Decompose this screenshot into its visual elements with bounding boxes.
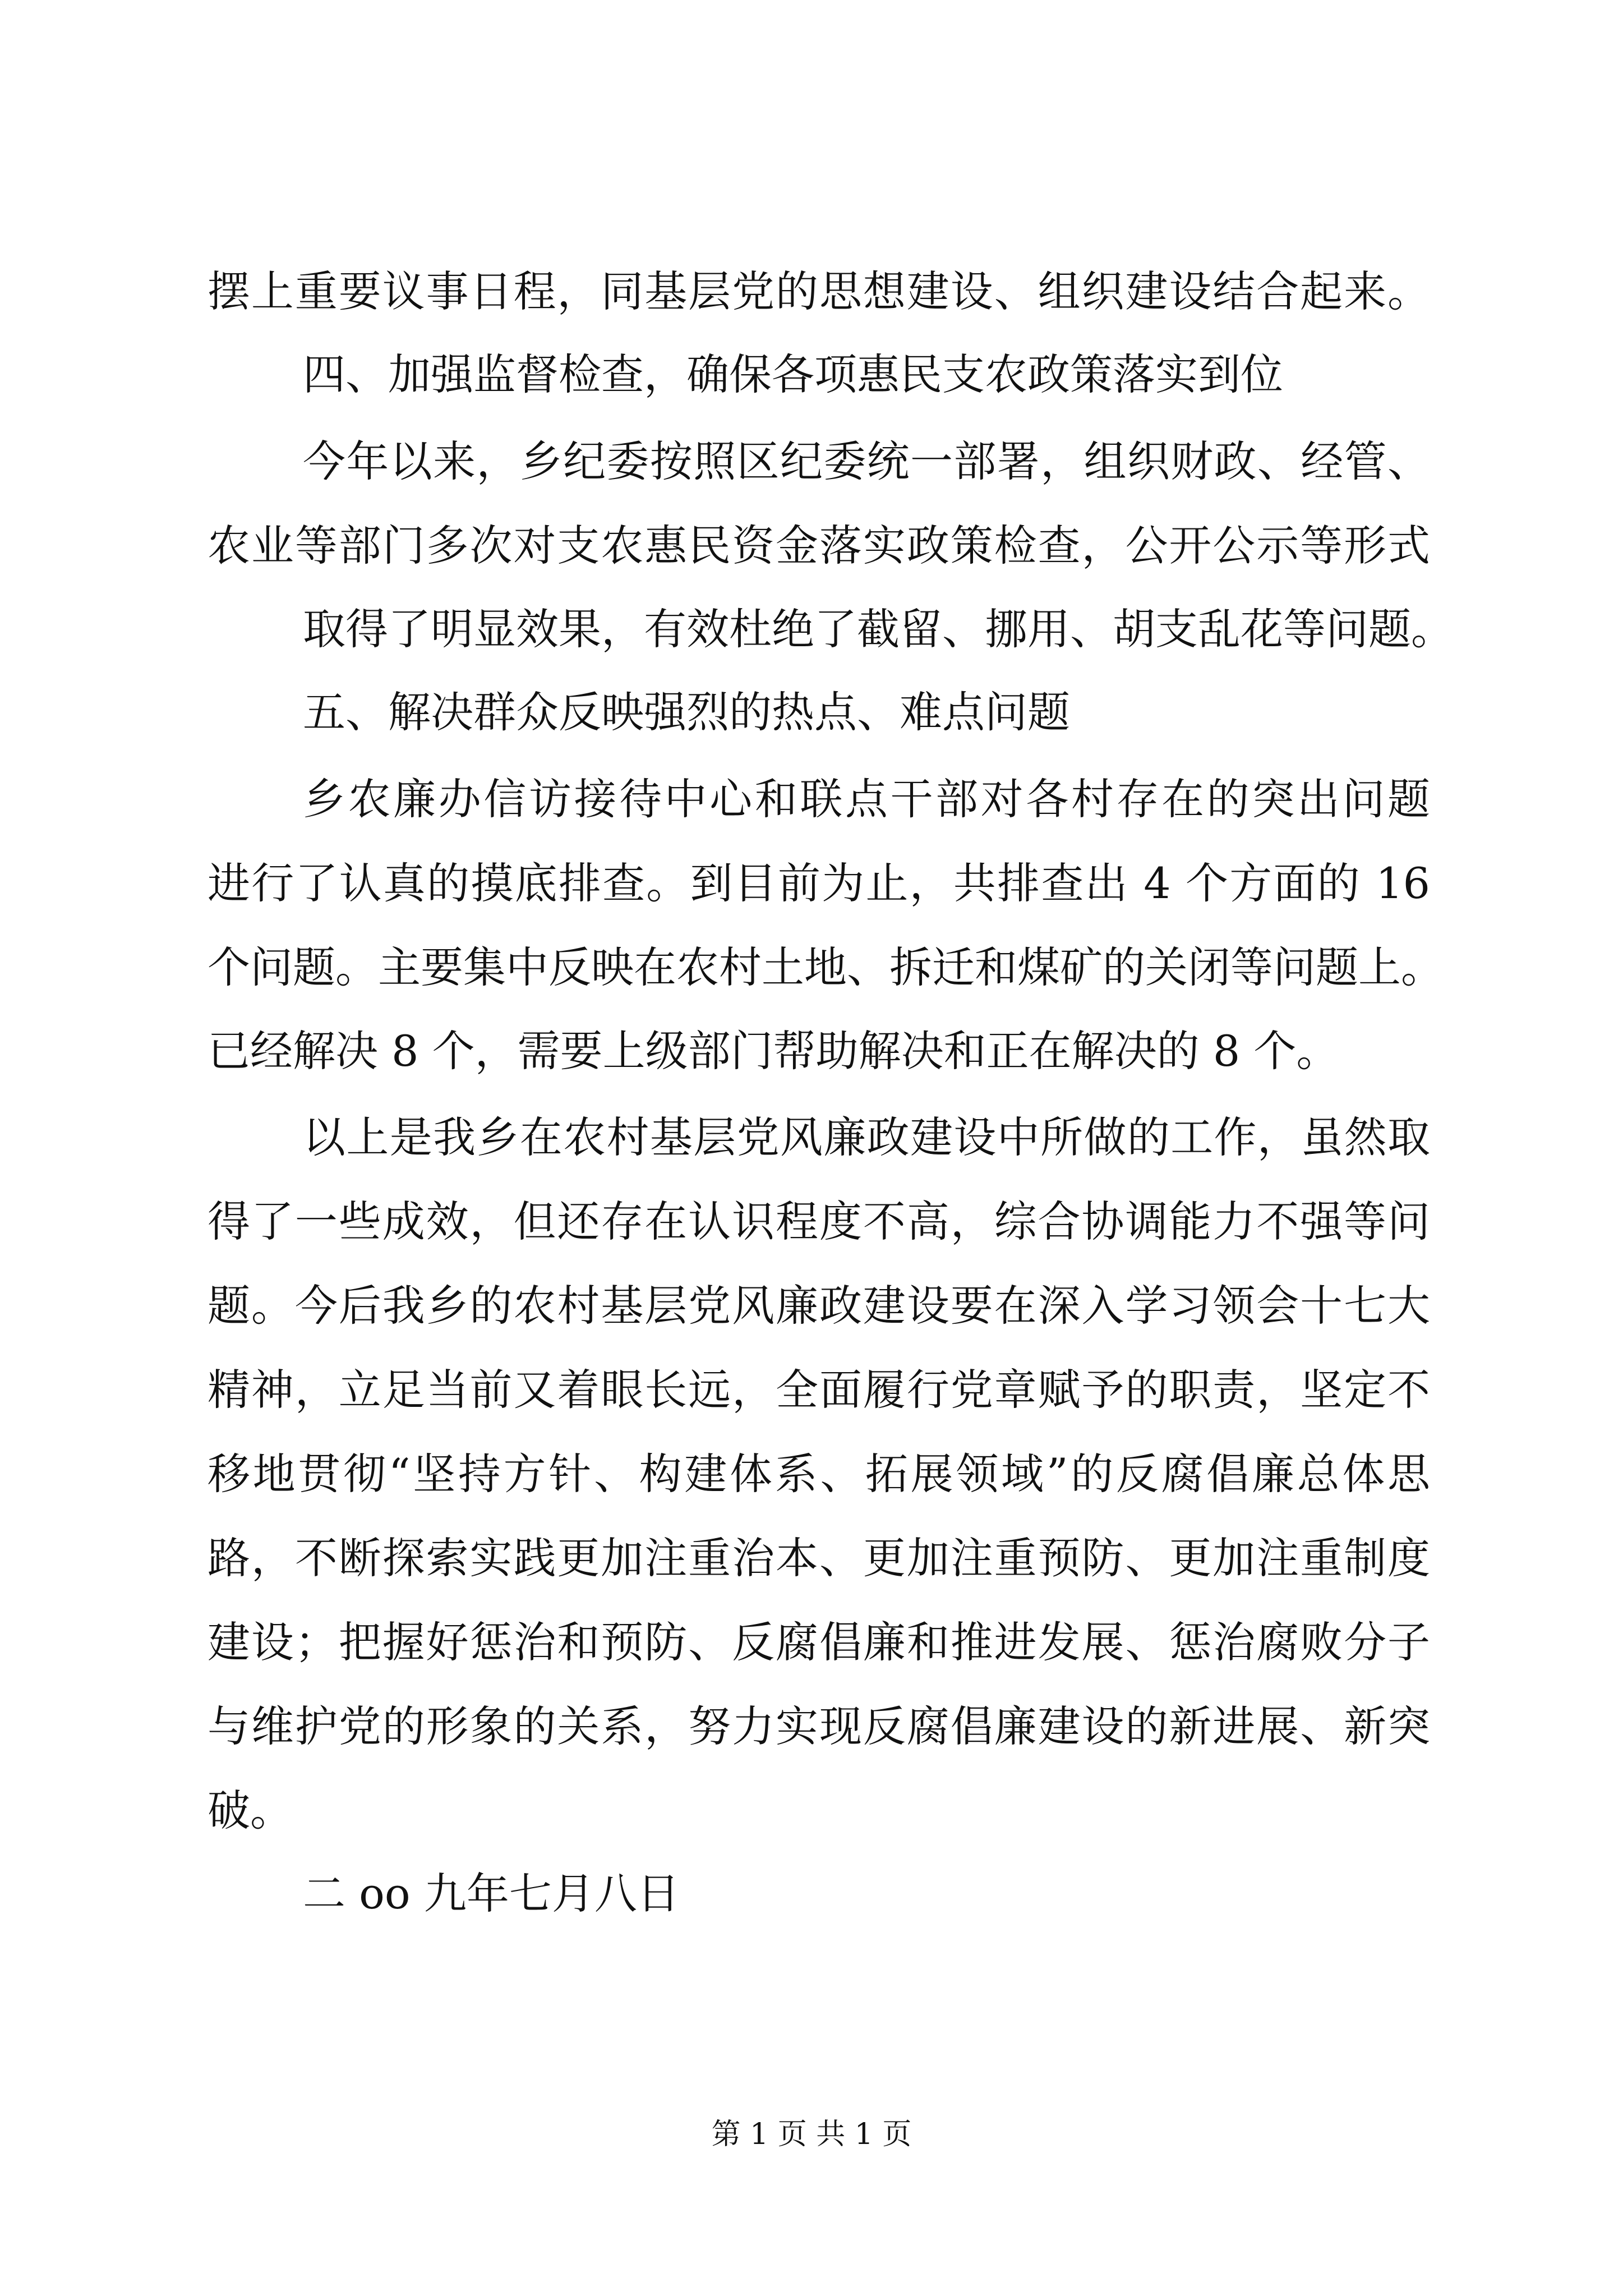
text-line-13: 题。今后我乡的农村基层党风廉政建设要在深入学习领会十七大 bbox=[208, 1281, 1430, 1331]
page-footer: 第 1 页 共 1 页 bbox=[711, 2118, 912, 2151]
text-line-7: 乡农廉办信访接待中心和联点干部对各村存在的突出问题 bbox=[303, 774, 1430, 824]
text-line-8: 进行了认真的摸底排查。到目前为止，共排查出 4 个方面的 16 bbox=[208, 858, 1430, 908]
text-line-1: 摆上重要议事日程，同基层党的思想建设、组织建设结合起来。 bbox=[208, 266, 1430, 316]
text-line-4: 农业等部门多次对支农惠民资金落实政策检查，公开公示等形式 bbox=[208, 521, 1430, 570]
text-line-9: 个问题。主要集中反映在农村土地、拆迁和煤矿的关闭等问题上。 bbox=[208, 942, 1444, 992]
text-line-5: 取得了明显效果，有效杜绝了截留、挪用、胡支乱花等问题。 bbox=[303, 604, 1454, 654]
document-date: 二 oo 九年七月八日 bbox=[303, 1869, 680, 1918]
text-line-16: 路，不断探索实践更加注重治本、更加注重预防、更加注重制度 bbox=[208, 1533, 1430, 1583]
text-line-12: 得了一些成效，但还存在认识程度不高，综合协调能力不强等问 bbox=[208, 1197, 1430, 1246]
section-heading-4: 四、加强监督检查，确保各项惠民支农政策落实到位 bbox=[303, 349, 1283, 399]
text-line-19: 破。 bbox=[208, 1786, 293, 1835]
section-heading-5: 五、解决群众反映强烈的热点、难点问题 bbox=[303, 687, 1070, 737]
text-line-3: 今年以来，乡纪委按照区纪委统一部署，组织财政、经管、 bbox=[303, 436, 1430, 486]
text-line-10: 已经解决 8 个，需要上级部门帮助解决和正在解决的 8 个。 bbox=[208, 1026, 1339, 1076]
text-line-17: 建设；把握好惩治和预防、反腐倡廉和推进发展、惩治腐败分子 bbox=[208, 1617, 1430, 1667]
text-line-11: 以上是我乡在农村基层党风廉政建设中所做的工作，虽然取 bbox=[303, 1112, 1430, 1162]
text-line-18: 与维护党的形象的关系，努力实现反腐倡廉建设的新进展、新突 bbox=[208, 1701, 1430, 1751]
text-line-15: 移地贯彻“坚持方针、构建体系、拓展领域”的反腐倡廉总体思 bbox=[208, 1449, 1430, 1499]
text-line-14: 精神，立足当前又着眼长远，全面履行党章赋予的职责，坚定不 bbox=[208, 1365, 1430, 1415]
